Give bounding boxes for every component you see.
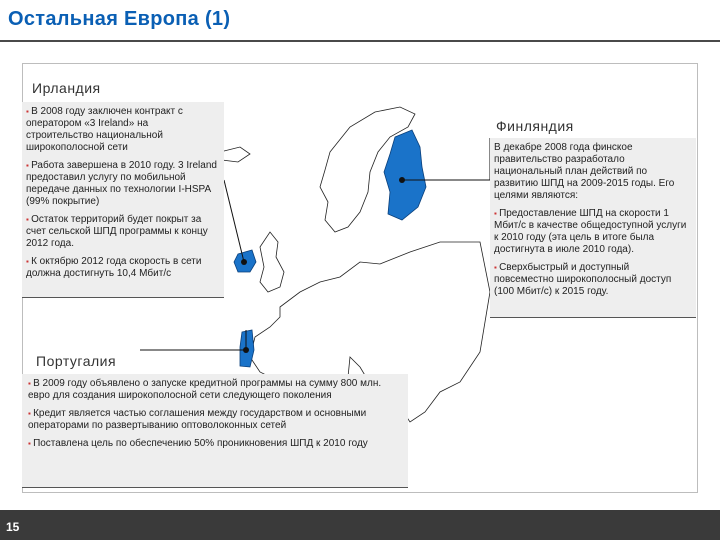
page-title: Остальная Европа (1) — [8, 8, 231, 30]
finland-heading: Финляндия — [496, 118, 574, 134]
portugal-marker — [243, 347, 249, 353]
ireland-bullet: Работа завершена в 2010 году. 3 Ireland предоставил услугу по мобильной передаче данных по технологии I-HSPA (99% покрытие) — [26, 160, 217, 207]
portugal-bullet: В 2009 году объявлено о запуске кредитной программы на сумму 800 млн. евро для создания широкополосной сети следующего поколения — [28, 378, 382, 401]
great-britain-shape — [260, 232, 284, 292]
bullet-icon: ▪ — [26, 107, 32, 116]
footer-bar — [0, 510, 720, 540]
portugal-heading: Португалия — [36, 353, 117, 369]
bullet-icon: ▪ — [494, 209, 500, 218]
page-number: 15 — [6, 520, 20, 534]
finland-bullet: Сверхбыстрый и доступный повсеместно широкополосный доступ (100 Мбит/с) к 2015 году. — [494, 262, 672, 297]
finland-shape — [384, 130, 426, 220]
island-shape — [220, 147, 250, 162]
bullet-icon: ▪ — [26, 161, 32, 170]
bullet-icon: ▪ — [26, 215, 32, 224]
bullet-icon: ▪ — [494, 263, 500, 272]
title-divider — [0, 40, 720, 42]
finland-marker — [399, 177, 405, 183]
ireland-heading: Ирландия — [32, 80, 101, 96]
finland-bullet: Предоставление ШПД на скорости 1 Мбит/с в качестве общедоступной услуги к 2010 году (эта цель в итоге была достигнута в июле 2010 года). — [494, 208, 687, 255]
bullet-icon: ▪ — [26, 257, 32, 266]
ireland-box — [22, 102, 224, 298]
portugal-box — [22, 374, 408, 488]
ireland-marker — [241, 259, 247, 265]
bullet-icon: ▪ — [28, 409, 34, 418]
bullet-icon: ▪ — [28, 439, 34, 448]
bullet-icon: ▪ — [28, 379, 34, 388]
finland-box — [490, 138, 696, 318]
ireland-bullet: К октябрю 2012 года скорость в сети должна достигнуть 10,4 Мбит/с — [26, 256, 202, 279]
ireland-bullet: В 2008 году заключен контракт с оператором «3 Ireland» на строительство национальной широкополосной сети — [26, 106, 183, 153]
ireland-bullet: Остаток территорий будет покрыт за счет сельской ШПД программы к концу 2012 года. — [26, 214, 208, 249]
finland-intro: В декабре 2008 года финское правительство разработало национальный план действий по развитию ШПД на 2009-2015 годы. Его целями являются: — [494, 142, 675, 201]
portugal-bullet: Поставлена цель по обеспечению 50% проникновения ШПД к 2010 году — [33, 438, 368, 449]
portugal-bullet: Кредит является частью соглашения между государством и основными операторами по развертыванию оптоволоконных сетей — [28, 408, 367, 431]
